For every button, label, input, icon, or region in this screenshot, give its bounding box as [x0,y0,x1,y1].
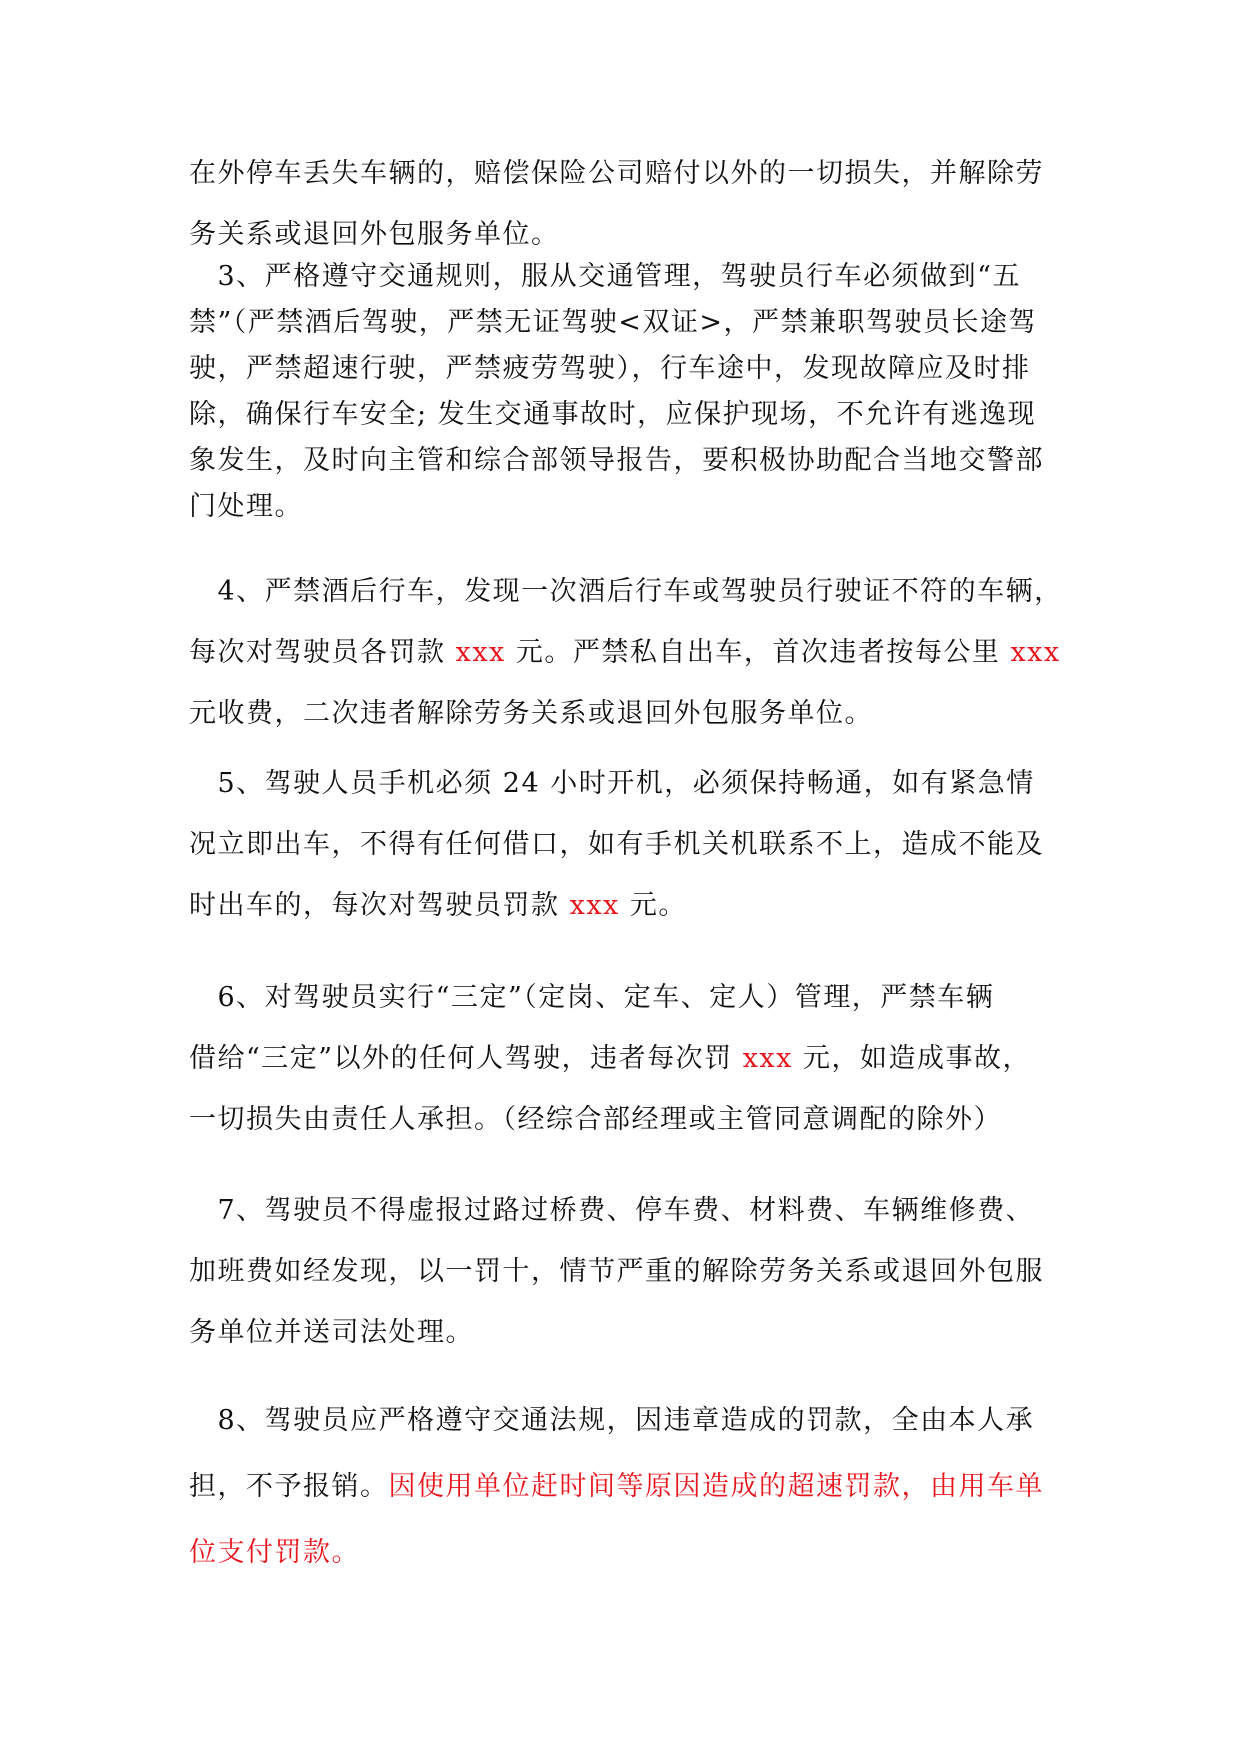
text-line [189,254,1061,300]
text-run: 担，不予报销。 [189,1471,389,1502]
highlighted-clause: 位支付罚款。 [189,1537,360,1568]
text-line [189,814,1061,875]
text-run: 6、对驾驶员实行“三定”（定岗、定车、定人）管理，严禁车辆 [189,982,995,1013]
text-line [189,392,1061,438]
text-line [189,346,1061,392]
text-line [189,143,1061,204]
paragraph-4 [189,561,1061,744]
text-line [189,438,1061,484]
text-line [189,1302,1061,1363]
text-run: 驶，严禁超速行驶，严禁疲劳驾驶），行车途中，发现故障应及时排 [189,353,1031,384]
text-run: 8、驾驶员应严格遵守交通法规，因违章造成的罚款，全由本人承 [189,1405,1035,1436]
text-run: 除，确保行车安全; 发生交通事故时，应保护现场，不允许有逃逸现 [189,399,1037,430]
text-run: 7、驾驶员不得虚报过路过桥费、停车费、材料费、车辆维修费、 [189,1195,1035,1226]
text-line [189,1388,1061,1454]
text-line [189,1520,1061,1586]
text-line [189,1454,1061,1520]
paragraph-3 [189,254,1061,530]
paragraph-1 [189,143,1061,265]
text-run: 4、严禁酒后行车，发现一次酒后行车或驾驶员行驶证不符的车辆， [189,576,1063,607]
text-line [189,753,1061,814]
text-run: 借给“三定”以外的任何人驾驶，违者每次罚 [189,1043,743,1074]
text-line [189,484,1061,530]
text-run: 3、严格遵守交通规则，服从交通管理，驾驶员行车必须做到“五 [189,261,1021,292]
fine-amount-placeholder: xxx [569,890,620,921]
text-line [189,967,1061,1028]
paragraph-8 [189,1388,1061,1586]
paragraph-7 [189,1180,1061,1363]
text-run: 元，如造成事故， [792,1043,1031,1074]
text-run: 元收费，二次违者解除劳务关系或退回外包服务单位。 [189,698,873,729]
text-line [189,683,1061,744]
fine-amount-placeholder: xxx [1010,637,1061,668]
text-run: 门处理。 [189,491,303,522]
highlighted-clause: 因使用单位赶时间等原因造成的超速罚款，由用车单 [388,1471,1044,1502]
text-line [189,1089,1061,1150]
text-run: 时出车的，每次对驾驶员罚款 [189,890,570,921]
paragraph-5 [189,753,1061,936]
text-line [189,300,1061,346]
text-run: 务单位并送司法处理。 [189,1317,474,1348]
text-run: 况立即出车，不得有任何借口，如有手机关机联系不上，造成不能及 [189,829,1044,860]
text-run: 在外停车丢失车辆的，赔偿保险公司赔付以外的一切损失，并解除劳 [189,158,1044,189]
text-line [189,1028,1061,1089]
text-line [189,561,1061,622]
text-line [189,875,1061,936]
text-run: 务关系或退回外包服务单位。 [189,219,560,250]
paragraph-6 [189,967,1061,1150]
text-run: 一切损失由责任人承担。（经综合部经理或主管同意调配的除外） [189,1104,1002,1135]
text-line [189,1241,1061,1302]
text-run: 象发生，及时向主管和综合部领导报告，要积极协助配合当地交警部 [189,445,1044,476]
text-line [189,1180,1061,1241]
text-run: 禁”（严禁酒后驾驶，严禁无证驾驶<双证>，严禁兼职驾驶员长途驾 [189,307,1038,338]
text-run: 元。 [619,890,687,921]
text-run: 元。严禁私自出车，首次违者按每公里 [505,637,1011,668]
fine-amount-placeholder: xxx [455,637,506,668]
text-run: 每次对驾驶员各罚款 [189,637,456,668]
text-line [189,622,1061,683]
text-run: 加班费如经发现，以一罚十，情节严重的解除劳务关系或退回外包服 [189,1256,1044,1287]
text-run: 5、驾驶人员手机必须 24 小时开机，必须保持畅通，如有紧急情 [189,768,1035,799]
fine-amount-placeholder: xxx [742,1043,793,1074]
